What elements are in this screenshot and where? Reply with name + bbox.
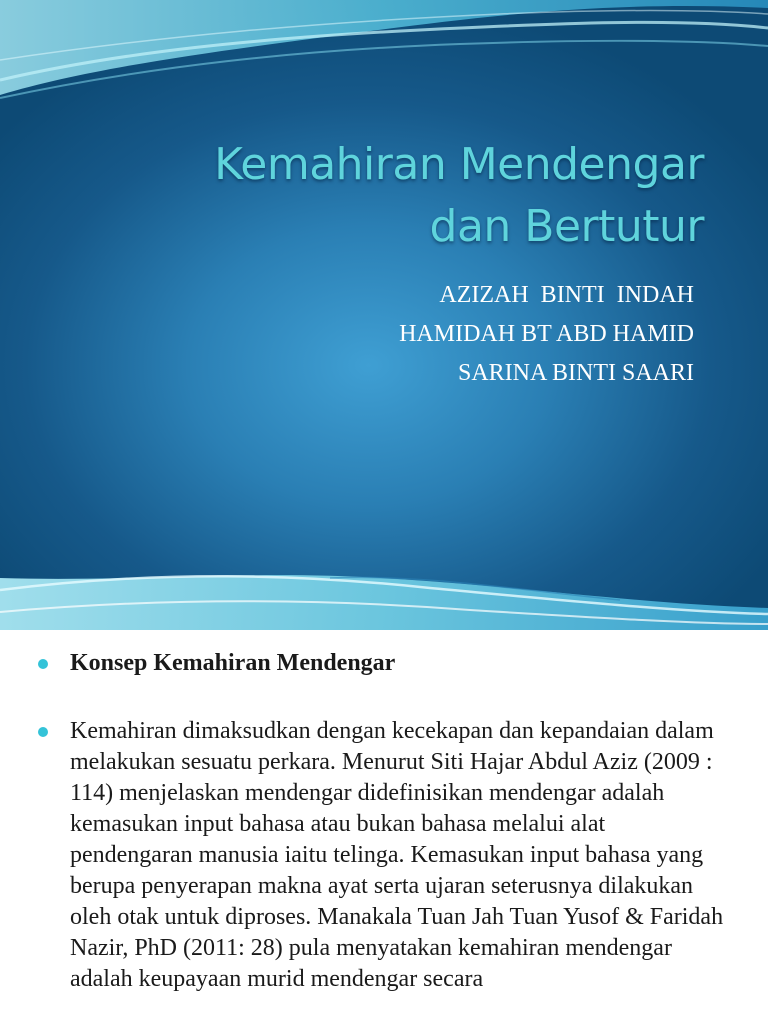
bullet-dot-icon <box>38 659 48 669</box>
bullet-heading-text: Konsep Kemahiran Mendengar <box>70 650 396 676</box>
content-slide <box>0 630 768 1024</box>
bullet-item-paragraph <box>38 716 728 995</box>
bullet-item-heading <box>38 648 728 679</box>
author-name-2: HAMIDAH BT ABD HAMID <box>399 321 694 347</box>
slide-title-line-2: dan Bertutur <box>429 201 704 252</box>
bullet-dot-icon <box>38 727 48 737</box>
slide-title <box>64 134 704 258</box>
slide-title-line-1: Kemahiran Mendengar <box>214 139 704 190</box>
author-list <box>194 276 694 393</box>
author-name-1: AZIZAH BINTI INDAH <box>439 282 694 308</box>
bullet-paragraph-text: Kemahiran dimaksudkan dengan kecekapan dan kepandaian dalam melakukan sesuatu perkara. Menurut Siti Hajar Abdul Aziz (2009 : 114) menjelaskan mendengar didefinisikan mendengar adalah kemasukan input bahasa atau bukan bahasa melalui alat pendengaran manusia iaitu telinga. Kemasukan input bahasa yang berupa penyerapan makna ayat serta ujaran seterusnya dilakukan oleh otak untuk diproses. Manakala Tuan Jah Tuan Yusof & Faridah Nazir, PhD (2011: 28) pula menyatakan kemahiran mendengar adalah keupayaan murid mendengar secara <box>70 718 724 992</box>
author-name-3: SARINA BINTI SAARI <box>457 360 694 386</box>
